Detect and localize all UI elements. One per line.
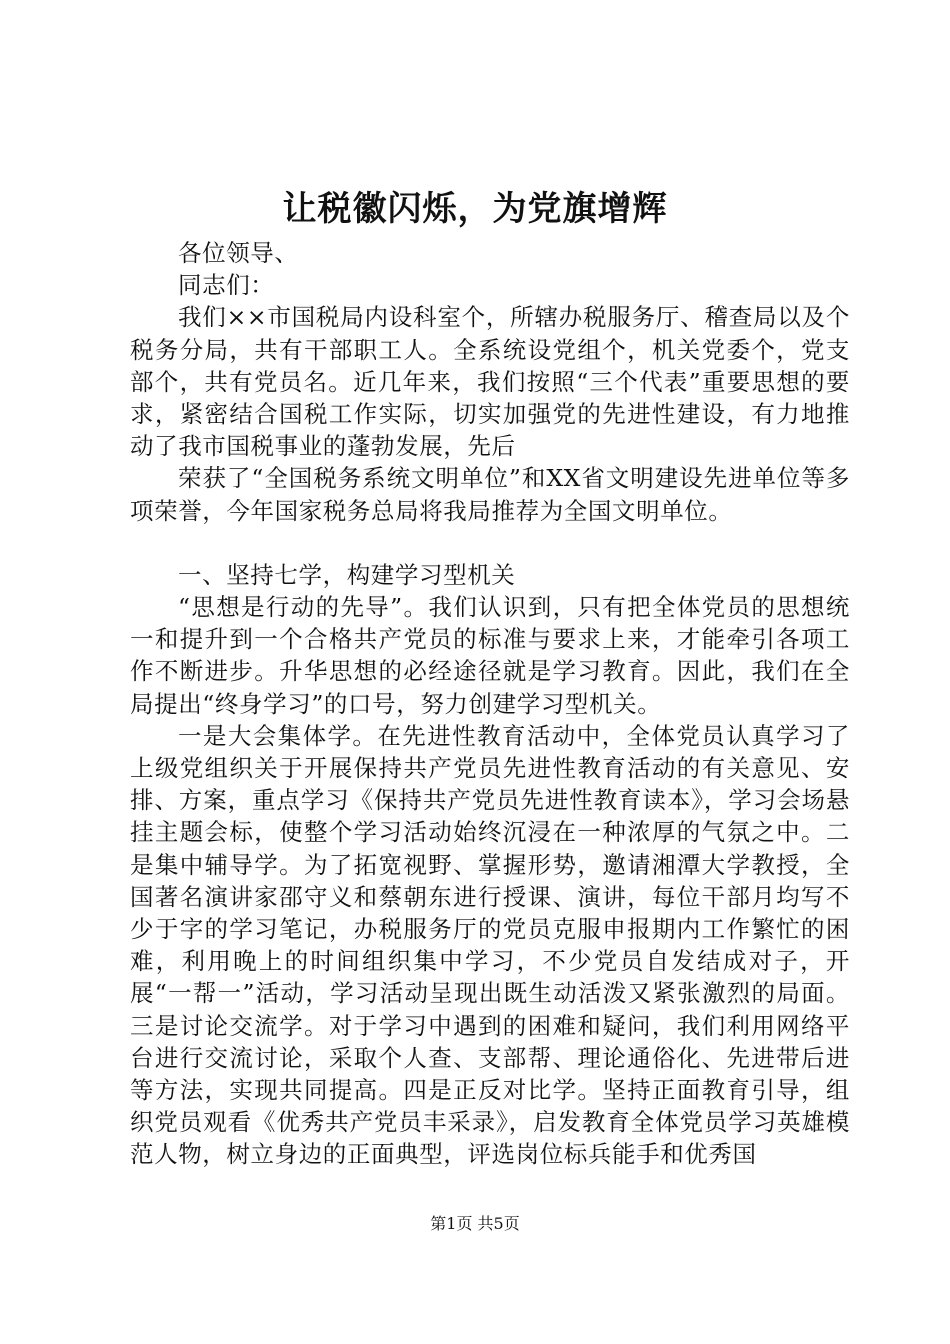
salutation-line: 同志们： <box>178 271 275 300</box>
body-paragraph: 我们××市国税局内设科室个，所辖办税服务厅、稽查局以及个税务分局，共有干部职工人。全系统设党组个，机关党委个，党支部个，共有党员名。近几年来，我们按照“三个代表”重要思想的要求，紧密结合国税工作实际，切实加强党的先进性建设，有力地推动了我市国税事业的蓬勃发展，先后 <box>130 303 850 461</box>
body-paragraph: “思想是行动的先导”。我们认识到，只有把全体党员的思想统一和提升到一个合格共产党员的标准与要求上来，才能牵引各项工作不断进步。升华思想的必经途径就是学习教育。因此，我们在全局提出“终身学习”的口号，努力创建学习型机关。 <box>130 593 850 718</box>
page-footer: 第1页 共5页 <box>430 1214 520 1233</box>
document-title: 让税徽闪烁，为党旗增辉 <box>282 189 668 229</box>
salutation-line: 各位领导、 <box>178 239 299 267</box>
body-paragraph: 荣获了“全国税务系统文明单位”和XX省文明建设先进单位等多项荣誉，今年国家税务总局将我局推荐为全国文明单位。 <box>130 464 850 525</box>
document-body <box>130 237 850 1171</box>
section-heading: 一、坚持七学，构建学习型机关 <box>178 560 516 589</box>
body-paragraph: 一是大会集体学。在先进性教育活动中，全体党员认真学习了上级党组织关于开展保持共产党员先进性教育活动的有关意见、安排、方案，重点学习《保持共产党员先进性教育读本》，学习会场悬挂主题会标，使整个学习活动始终沉浸在一种浓厚的气氛之中。二是集中辅导学。为了拓宽视野、掌握形势，邀请湘潭大学教授，全国著名演讲家邵守义和蔡朝东进行授课、演讲，每位干部月均写不少于字的学习笔记，办税服务厅的党员克服申报期内工作繁忙的困难，利用晚上的时间组织集中学习，不少党员自发结成对子，开展“一帮一”活动，学习活动呈现出既生动活泼又紧张激烈的局面。三是讨论交流学。对于学习中遇到的困难和疑问，我们利用网络平台进行交流讨论，采取个人查、支部帮、理论通俗化、先进带后进等方法，实现共同提高。四是正反对比学。坚持正面教育引导，组织党员观看《优秀共产党员丰采录》，启发教育全体党员学习英雄模范人物，树立身边的正面典型，评选岗位标兵能手和优秀国 <box>130 721 850 1169</box>
